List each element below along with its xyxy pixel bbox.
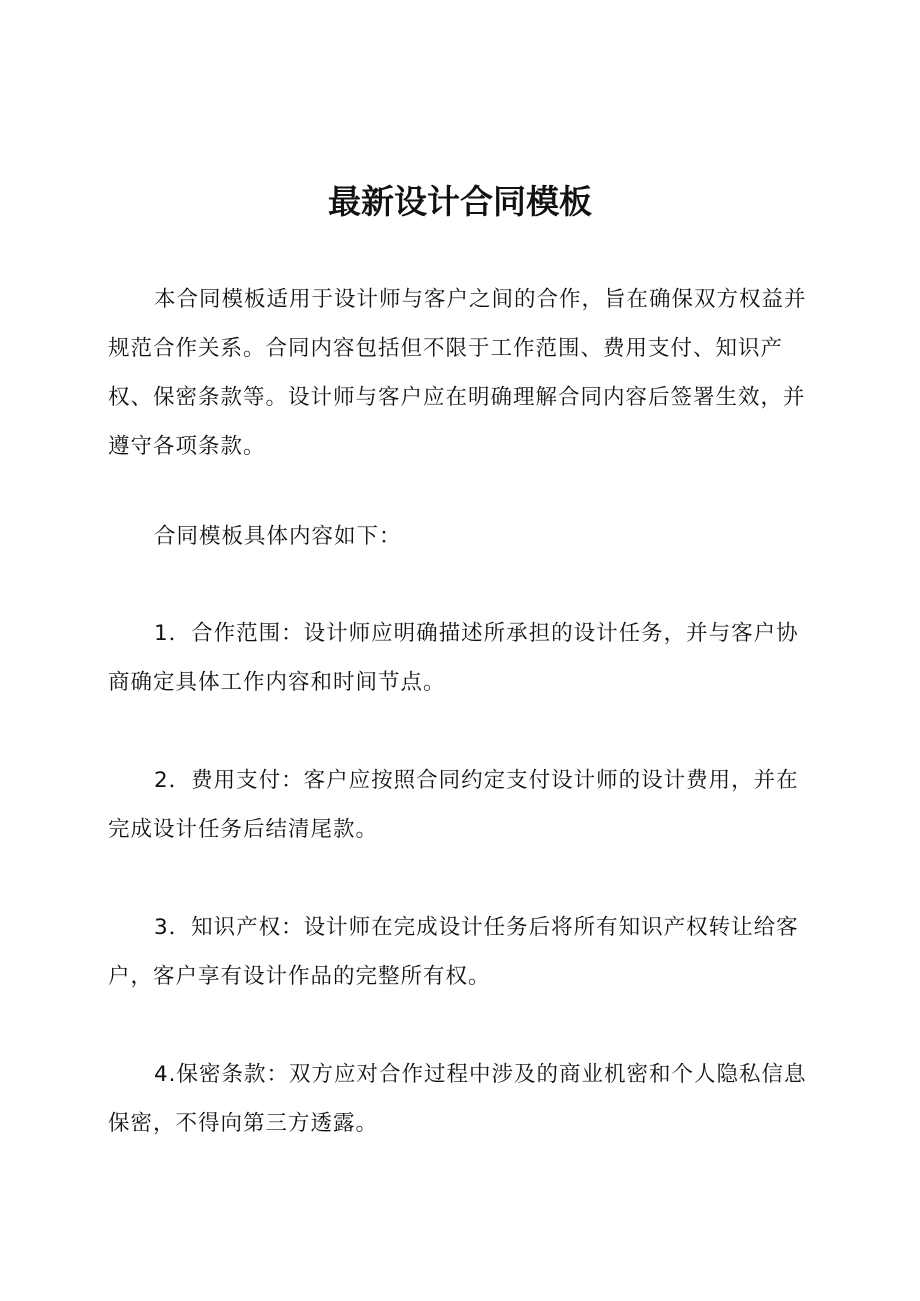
clause-cooperation-scope: 1．合作范围：设计师应明确描述所承担的设计任务，并与客户协商确定具体工作内容和时间节点。 <box>108 621 799 695</box>
clause-intellectual-property: 3．知识产权：设计师在完成设计任务后将所有知识产权转让给客户，客户享有设计作品的完整所有权。 <box>108 915 799 989</box>
intro-paragraph: 本合同模板适用于设计师与客户之间的合作，旨在确保双方权益并规范合作关系。合同内容包括但不限于工作范围、费用支付、知识产权、保密条款等。设计师与客户应在明确理解合同内容后签署生效，并遵守各项条款。 <box>108 287 807 459</box>
clause-confidentiality: 4.保密条款：双方应对合作过程中涉及的商业机密和个人隐私信息保密，不得向第三方透露。 <box>108 1062 807 1136</box>
lead-paragraph: 合同模板具体内容如下： <box>154 524 402 549</box>
clause-fee-payment: 2．费用支付：客户应按照合同约定支付设计师的设计费用，并在完成设计任务后结清尾款。 <box>108 768 799 842</box>
document-title: 最新设计合同模板 <box>328 182 592 221</box>
